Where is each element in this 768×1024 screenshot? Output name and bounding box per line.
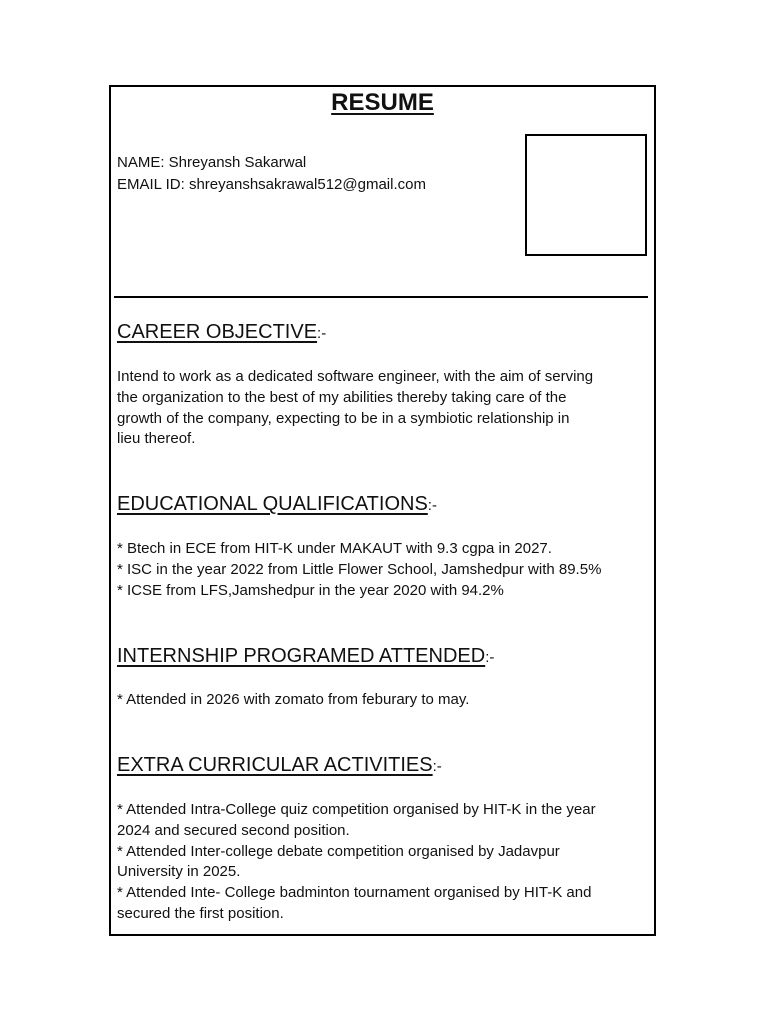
education-suffix: :- [427, 497, 437, 514]
extra-item: 2024 and secured second position. [117, 821, 350, 839]
career-objective-text [117, 367, 657, 450]
extra-curricular-heading [117, 752, 442, 780]
education-list [117, 539, 657, 601]
extra-item: secured the first position. [117, 904, 284, 922]
education-item: * Btech in ECE from HIT-K under MAKAUT with 9.3 cgpa in 2027. [117, 540, 552, 557]
resume-title: RESUME [331, 89, 434, 116]
education-item: * ISC in the year 2022 from Little Flower School, Jamshedpur with 89.5% [117, 560, 602, 578]
extra-item: * Attended Inte- College badminton tournament organised by HIT-K and [117, 884, 592, 902]
education-label: EDUCATIONAL QUALIFICATIONS [117, 493, 428, 515]
extra-item: * Attended Intra-College quiz competition organised by HIT-K in the year [117, 801, 596, 818]
photo-placeholder [525, 134, 647, 256]
name-line: NAME: Shreyansh Sakarwal [117, 154, 307, 171]
header-divider [114, 296, 648, 298]
career-line: the organization to the best of my abilities thereby taking care of the [117, 388, 567, 406]
career-objective-suffix: :- [317, 325, 327, 342]
internship-list [117, 690, 657, 711]
education-item: * ICSE from LFS,Jamshedpur in the year 2020 with 94.2% [117, 581, 504, 599]
email-line: EMAIL ID: shreyanshsakrawal512@gmail.com [117, 176, 426, 193]
extra-curricular-suffix: :- [432, 758, 442, 775]
internship-item: * Attended in 2026 with zomato from feburary to may. [117, 691, 470, 708]
internship-suffix: :- [485, 649, 495, 666]
career-objective-heading [117, 319, 326, 347]
education-heading [117, 491, 437, 519]
internship-heading [117, 643, 494, 671]
internship-label: INTERNSHIP PROGRAMED ATTENDED [117, 645, 486, 667]
career-line: Intend to work as a dedicated software engineer, with the aim of serving [117, 368, 594, 385]
extra-item: University in 2025. [117, 863, 241, 881]
career-line: growth of the company, expecting to be in a symbiotic relationship in [117, 409, 570, 427]
resume-title-wrap [109, 89, 656, 117]
extra-curricular-label: EXTRA CURRICULAR ACTIVITIES [117, 754, 433, 776]
career-line: lieu thereof. [117, 430, 196, 448]
extra-item: * Attended Inter-college debate competition organised by Jadavpur [117, 842, 560, 860]
extra-curricular-list [117, 800, 657, 925]
career-objective-label: CAREER OBJECTIVE [117, 321, 318, 343]
